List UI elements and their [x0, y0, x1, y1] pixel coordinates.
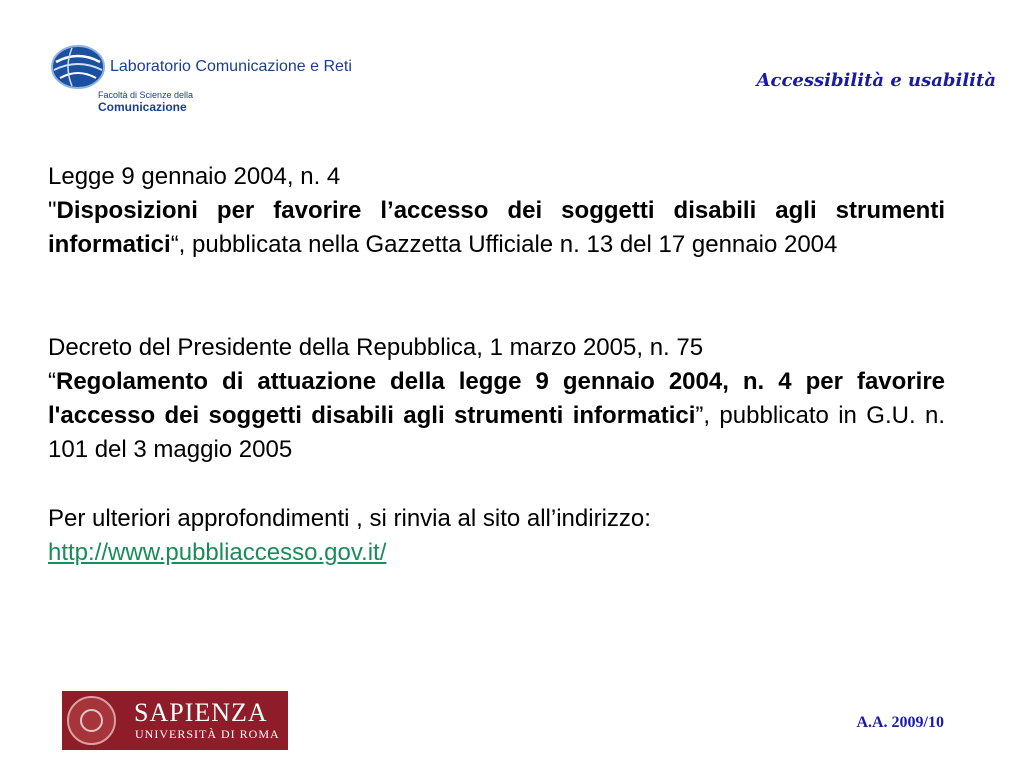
- university-name: SAPIENZA: [134, 698, 268, 727]
- more-info-paragraph: [48, 502, 945, 570]
- decree-reference: Decreto del Presidente della Repubblica, 1 marzo 2005, n. 75: [48, 334, 704, 361]
- globe-logo-icon: [50, 44, 106, 90]
- decree-paragraph: [48, 331, 945, 467]
- faculty-label: Facoltà di Scienze della: [98, 90, 194, 100]
- law-paragraph: [48, 160, 945, 262]
- university-seal-icon: [67, 696, 116, 745]
- faculty-name: Comunicazione: [98, 100, 187, 114]
- lab-logo: [50, 40, 430, 120]
- academic-year: A.A. 2009/10: [856, 714, 944, 731]
- law-quote-open: ": [48, 197, 57, 224]
- decree-title: Regolamento di attuazione della legge 9 gennaio 2004, n. 4 per favorire l'accesso dei soggetti disabili agli strumenti informatici: [48, 368, 945, 429]
- university-subtitle: UNIVERSITÀ DI ROMA: [135, 727, 280, 741]
- law-title: Disposizioni per favorire l’accesso dei soggetti disabili agli strumenti informatici: [48, 197, 945, 258]
- decree-quote-open: “: [48, 368, 56, 395]
- law-publication: “, pubblicata nella Gazzetta Ufficiale n. 13 del 17 gennaio 2004: [170, 231, 838, 258]
- decree-publication: ”, pubblicato in G.U. n. 101 del 3 maggio 2005: [48, 402, 945, 463]
- pubbliaccesso-link[interactable]: http://www.pubbliaccesso.gov.it/: [48, 539, 387, 566]
- lab-name: Laboratorio Comunicazione e Reti: [110, 58, 352, 75]
- slide-content: [48, 160, 945, 570]
- sapienza-logo: [62, 691, 288, 750]
- course-title: Accessibilità e usabilità: [756, 70, 996, 91]
- more-info-text: Per ulteriori approfondimenti , si rinvia al sito all’indirizzo:: [48, 505, 651, 532]
- law-reference: Legge 9 gennaio 2004, n. 4: [48, 163, 341, 190]
